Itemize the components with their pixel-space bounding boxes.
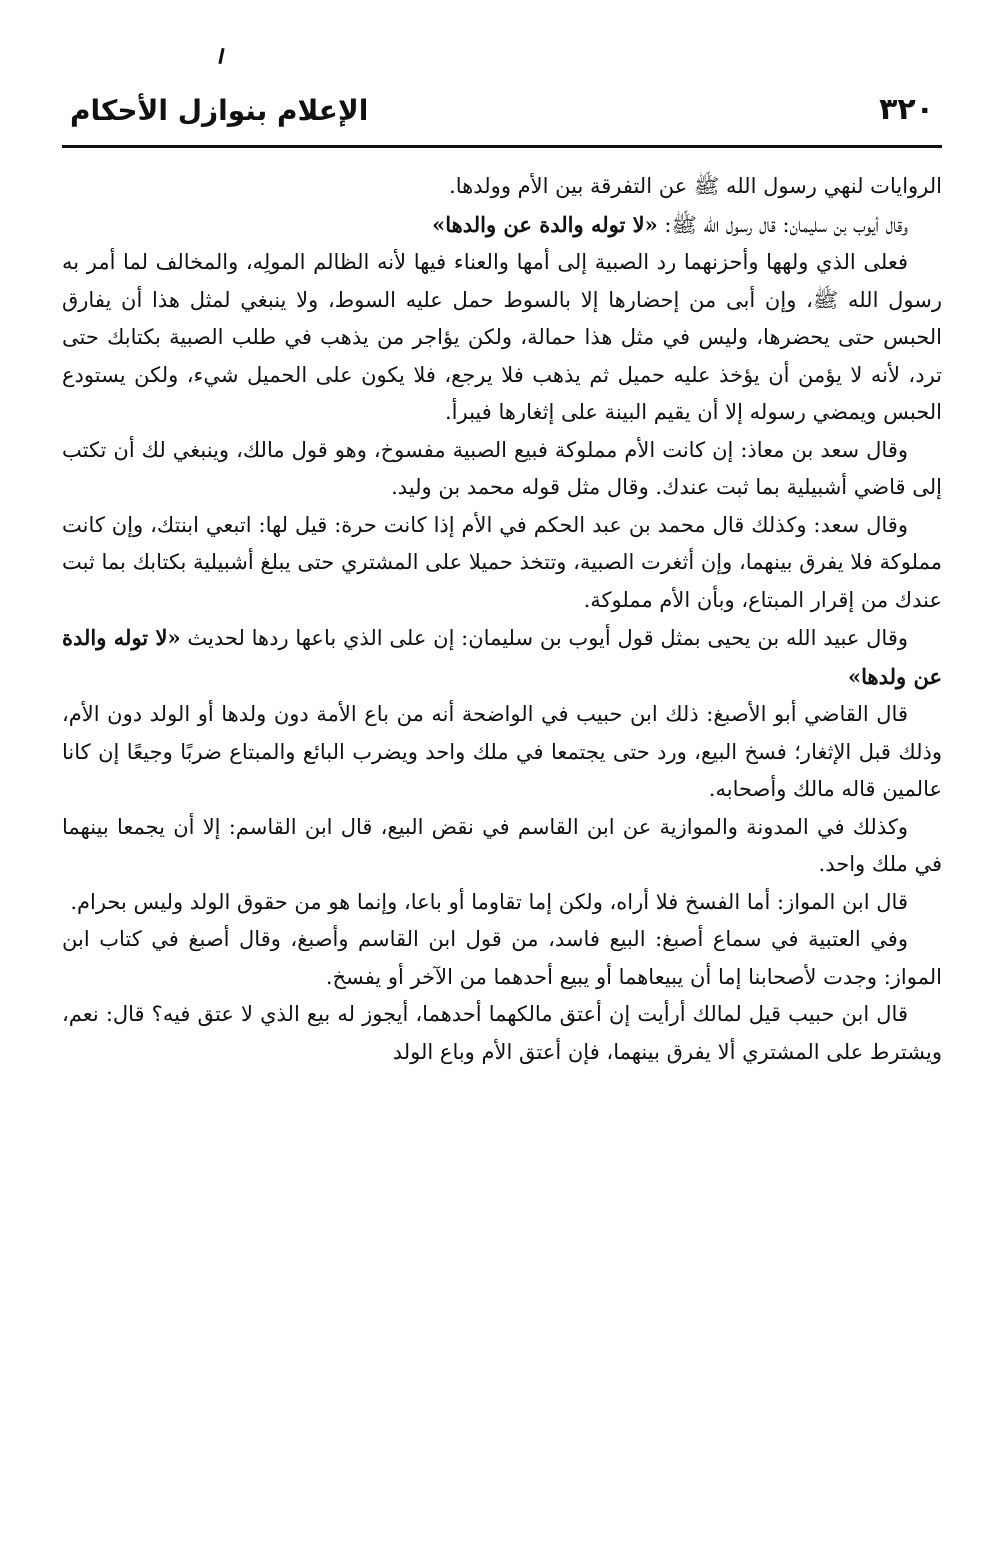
paragraph-p10 — [62, 921, 942, 996]
paragraph-p2 — [62, 206, 942, 245]
paragraph-text: قال ابن المواز: أما الفسخ فلا أراه، ولكن إما تقاوما أو باعا، وإنما هو من حقوق الولد وليس بحرام. — [70, 889, 908, 914]
ink-mark — [218, 48, 224, 64]
quoted-hadith: «لا توله والدة عن والدها» — [432, 211, 658, 237]
paragraph-p11 — [62, 996, 942, 1071]
paragraph-p6 — [62, 619, 942, 696]
paragraph-text: فعلى الذي ولهها وأحزنهما رد الصبية إلى أمها والعناء فيها لأنه الظالم المولِه، والمخالف لما أمر به رسول الله ﷺ، وإن أبى من إحضارها إلا بالسوط حمل عليه السوط، ولا ينبغي لمثل هذا أن يفارق الحبس حتى يحضرها، وليس في مثل هذا حمالة، ولكن يؤاجر من يذهب في طلب الصبية بكتابك حتى ترد، لأنه لا يؤمن أن يؤخذ عليه حميل ثم يذهب فلا يرجع، فلا يكون على الحميل شيء، ولكن يستودع الحبس ويمضي رسوله إلا أن يقيم البينة على إثغارها فيبرأ. — [62, 250, 942, 424]
paragraph-text: وقال سعد: وكذلك قال محمد بن عبد الحكم في الأم إذا كانت حرة: قيل لها: اتبعي ابنتك، وإن كانت مملوكة فلا يفرق بينهما، وإن أثغرت الصبية، وتتخذ حميلا على المشتري حتى يبلغ أشبيلية بكتابك بما ثبت عندك من إقرار المبتاع، وبأن الأم مملوكة. — [62, 512, 942, 612]
paragraph-p8 — [62, 809, 942, 884]
paragraph-p9 — [62, 884, 942, 922]
paragraph-text: وقال عبيد الله بن يحيى بمثل قول أيوب بن سليمان: إن على الذي باعها ردها لحديث — [180, 626, 909, 650]
paragraph-text: الروايات لنهي رسول الله ﷺ عن التفرقة بين الأم وولدها. — [449, 174, 942, 198]
book-title: الإعلام بنوازل الأحكام — [70, 94, 369, 127]
page-body — [62, 168, 942, 1071]
page-number: ٣٢٠ — [879, 92, 934, 127]
header-divider — [62, 145, 942, 148]
paragraph-p3 — [62, 244, 942, 432]
paragraph-text: وفي العتبية في سماع أصبغ: البيع فاسد، من قول ابن القاسم وأصبغ، وقال أصبغ في كتاب ابن المواز: وجدت لأصحابنا إما أن يبيعاهما أو يبيع أحدهما من الآخر أو يفسخ. — [62, 927, 942, 989]
paragraph-text: وقال سعد بن معاذ: إن كانت الأم مملوكة فبيع الصبية مفسوخ، وهو قول مالك، وينبغي لك أن تكتب إلى قاضي أشبيلية بما ثبت عندك. وقال مثل قوله محمد بن وليد. — [62, 437, 942, 499]
quoted-hadith: «لا توله والدة عن ولدها» — [62, 625, 942, 689]
paragraph-text: وكذلك في المدونة والموازية عن ابن القاسم في نقض البيع، قال ابن القاسم: إلا أن يجمعا بينهما في ملك واحد. — [62, 814, 942, 876]
page-header — [62, 92, 942, 140]
paragraph-p1 — [62, 168, 942, 206]
paragraph-p4 — [62, 432, 942, 507]
document-page — [62, 0, 942, 1547]
paragraph-p5 — [62, 507, 942, 620]
paragraph-text: وقال أيوب بن سليمان: قال رسول الله ﷺ: — [657, 212, 908, 237]
paragraph-text: قال ابن حبيب قيل لمالك أرأيت إن أعتق مالكهما أحدهما، أيجوز له بيع الذي لا عتق فيه؟ قال: نعم، ويشترط على المشتري ألا يفرق بينهما، فإن أعتق الأم وباع الولد — [62, 1002, 942, 1064]
paragraph-p7 — [62, 696, 942, 809]
paragraph-text: قال القاضي أبو الأصبغ: ذلك ابن حبيب في الواضحة أنه من باع الأمة دون ولدها أو الولد دون الأم، وذلك قبل الإثغار؛ فسخ البيع، ورد حتى يجتمعا في ملك واحد ويضرب البائع والمبتاع ضربًا وجيعًا إن كانا عالمين قاله مالك وأصحابه. — [62, 702, 942, 801]
